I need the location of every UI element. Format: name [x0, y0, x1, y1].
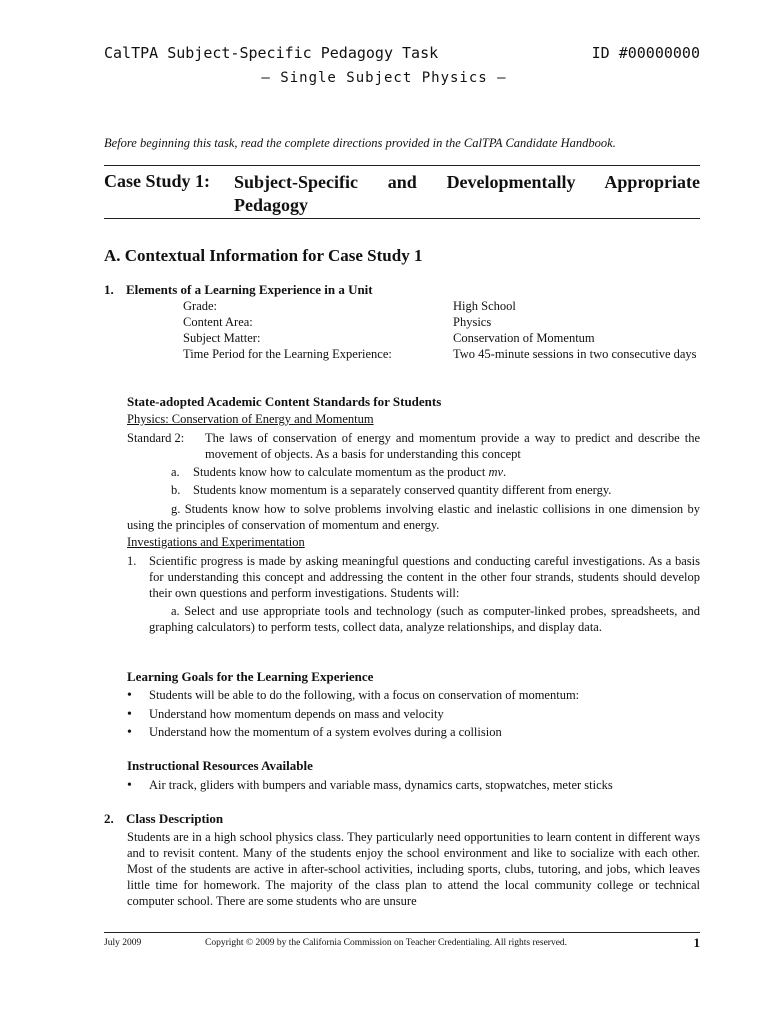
footer-divider [104, 932, 700, 933]
investigation-item-a-text: a. Select and use appropriate tools and technology (such as computer-linked probes, spreadsheets, and graphing calculators) to perform tests, collect data, analyze relationships, and display data. [149, 604, 700, 634]
divider-top [104, 165, 700, 166]
investigation-item-1 [127, 553, 700, 601]
resource-text: Air track, gliders with bumpers and variable mass, dynamics carts, stopwatches, meter sticks [149, 778, 613, 792]
class-description-text: Students are in a high school physics class. They particularly need opportunities to learn content in different ways and to revisit content. Many of the students enjoy the school environment and like to socialize with each other. Most of the students are active in after-school activities, including sports, clubs, tutoring, and jobs, which leaves little time for homework. The majority of the class plan to attend the local community college or technical computer school. There are some students who are unsure [127, 830, 700, 908]
detail-row [183, 346, 700, 362]
item-1-title: Elements of a Learning Experience in a Unit [126, 282, 373, 297]
list-marker: b. [171, 483, 181, 497]
detail-key: Content Area: [183, 315, 253, 329]
page-number: 1 [693, 935, 700, 950]
standard-2 [127, 430, 700, 462]
standards-heading: State-adopted Academic Content Standards for Students [127, 394, 442, 409]
detail-key: Grade: [183, 299, 218, 313]
standard-2-text: The laws of conservation of energy and momentum provide a way to predict and describe the movement of objects. As a basis for understanding this concept [205, 431, 700, 461]
detail-value: Conservation of Momentum [453, 331, 595, 345]
investigations-heading: Investigations and Experimentation [127, 535, 305, 549]
goal-bullet [127, 687, 700, 704]
item-1-number: 1. [104, 282, 114, 297]
resources-heading: Instructional Resources Available [127, 758, 313, 773]
standard-2-label: Standard 2: [127, 431, 185, 445]
item-2-number: 2. [104, 811, 114, 826]
case-study-number: Case Study 1: [104, 171, 211, 191]
header-title: CalTPA Subject-Specific Pedagogy Task [104, 44, 439, 62]
case-study-title: Subject-Specific and Developmentally Appropriate Pedagogy [234, 172, 700, 215]
detail-value: High School [453, 299, 516, 313]
detail-value: Two 45-minute sessions in two consecutive days [453, 347, 697, 361]
standard-item-g-text: g. Students know how to solve problems involving elastic and inelastic collisions in one dimension by using the principles of conservation of momentum and energy. [127, 502, 700, 532]
list-marker: 1. [127, 554, 137, 568]
bullet-icon: • [127, 725, 132, 740]
list-text: Students know how to calculate momentum as the product [193, 465, 489, 479]
goal-text: Understand how the momentum of a system evolves during a collision [149, 725, 502, 739]
item-2-heading [104, 811, 223, 827]
goal-text: Students will be able to do the following, with a focus on conservation of momentum: [149, 688, 580, 702]
goal-bullet [127, 724, 700, 741]
detail-row [183, 298, 700, 314]
footer-copyright: Copyright © 2009 by the California Commission on Teacher Credentialing. All rights reserved. [205, 938, 568, 948]
list-marker: a. [171, 465, 180, 479]
bullet-icon: • [127, 688, 132, 703]
item-2-title: Class Description [126, 811, 224, 826]
detail-key: Time Period for the Learning Experience: [183, 347, 392, 361]
bullet-icon: • [127, 707, 132, 722]
investigation-item-a [149, 603, 700, 635]
divider-bottom [104, 218, 700, 219]
section-heading-a: A. Contextual Information for Case Study 1 [104, 246, 423, 265]
header-id: ID #00000000 [591, 44, 700, 62]
intro-instruction: Before beginning this task, read the complete directions provided in the CalTPA Candidate Handbook. [104, 136, 616, 150]
resource-bullet [127, 777, 700, 794]
standard-item-b [171, 482, 700, 498]
physics-standard-heading: Physics: Conservation of Energy and Momentum [127, 412, 374, 426]
bullet-icon: • [127, 778, 132, 793]
list-text: Students know momentum is a separately conserved quantity different from energy. [193, 483, 612, 497]
standard-item-a [171, 464, 700, 480]
header-subtitle: — Single Subject Physics — [261, 70, 507, 86]
learning-goals-heading: Learning Goals for the Learning Experience [127, 669, 374, 684]
learning-experience-details [183, 298, 700, 362]
detail-row [183, 314, 700, 330]
item-1-heading [104, 282, 373, 298]
standard-item-g [127, 501, 700, 533]
list-text-end: . [503, 465, 507, 479]
detail-key: Subject Matter: [183, 331, 261, 345]
footer-date: July 2009 [104, 938, 142, 948]
goal-text: Understand how momentum depends on mass and velocity [149, 707, 444, 721]
formula-mv: mv [488, 465, 504, 479]
investigation-text: Scientific progress is made by asking meaningful questions and conducting careful investigations. As a basis for understanding this concept and addressing the content in the other four strands, students should develop their own questions and perform investigations. Students will: [149, 554, 700, 600]
goal-bullet [127, 706, 700, 723]
detail-value: Physics [453, 315, 492, 329]
detail-row [183, 330, 700, 346]
